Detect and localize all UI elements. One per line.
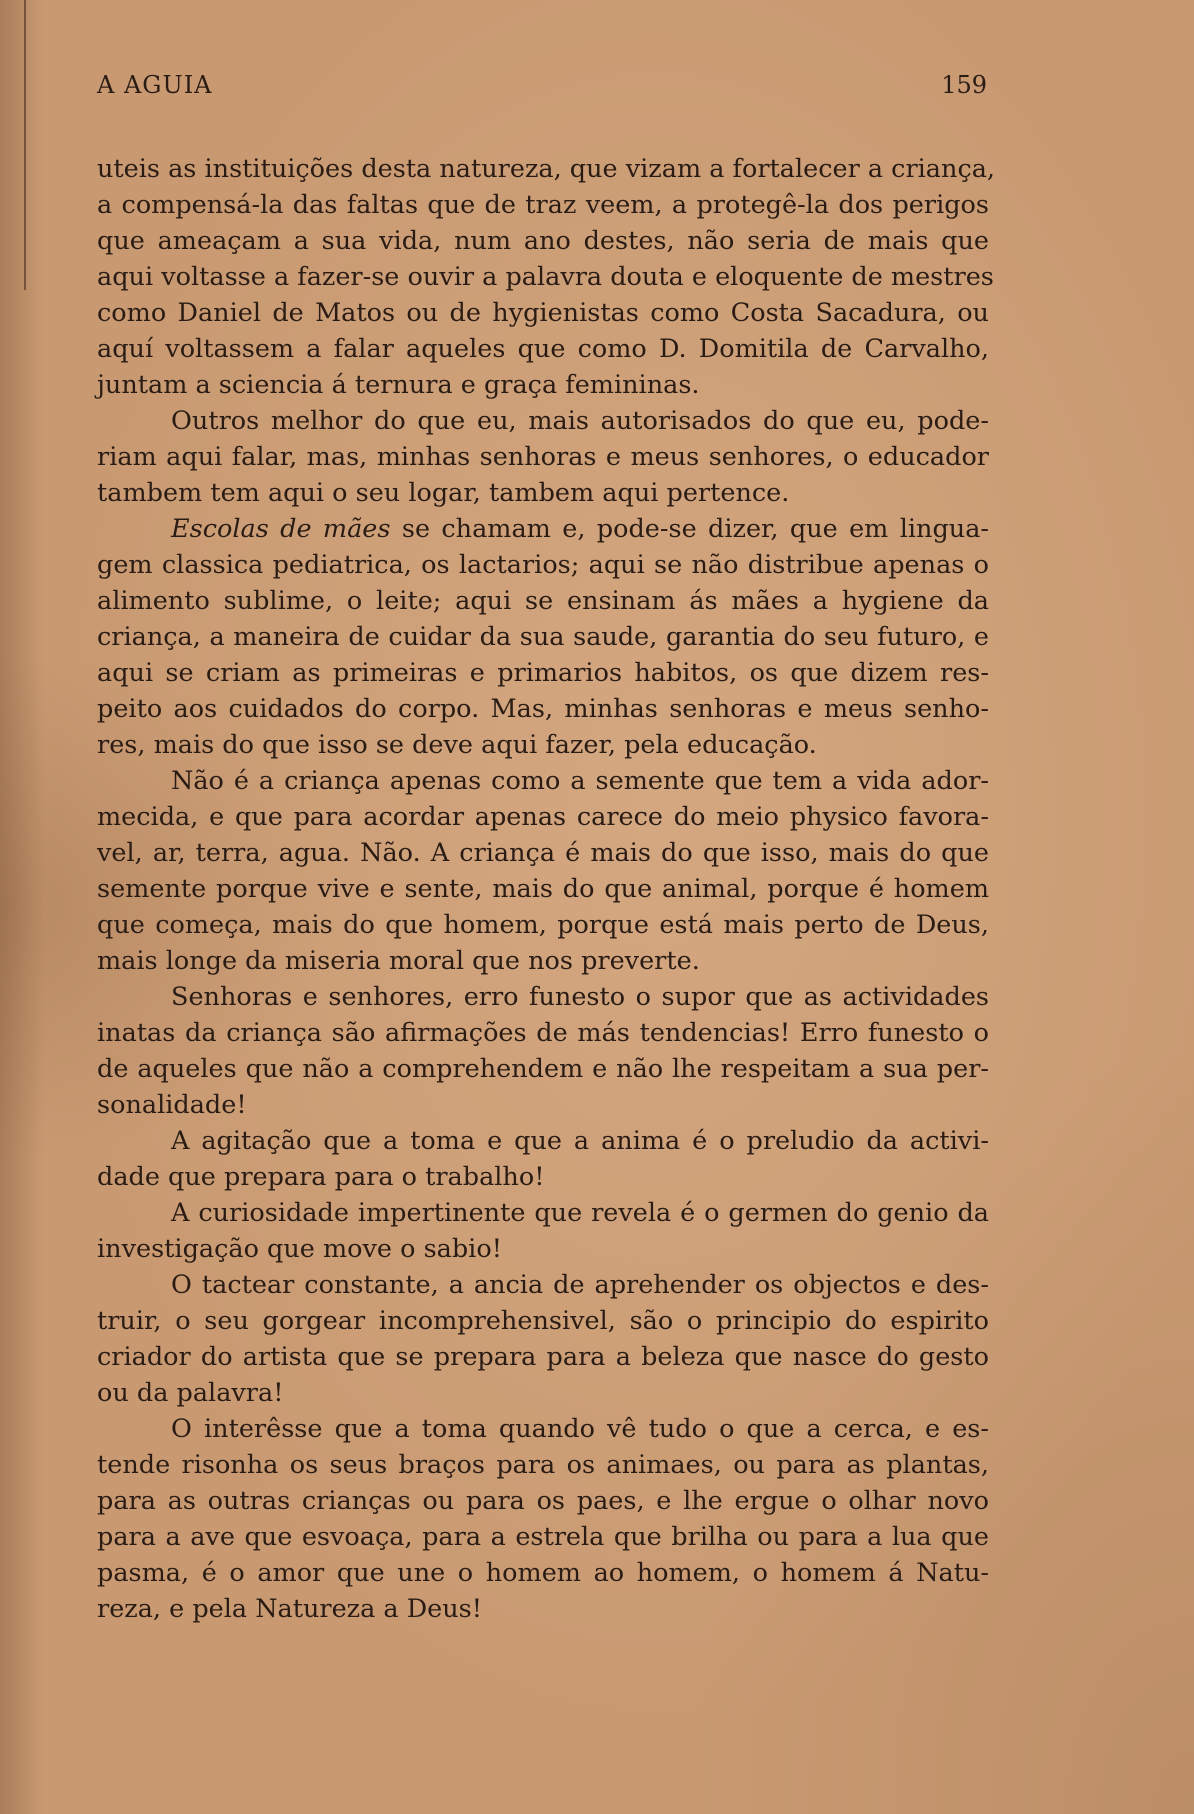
text-line: aquí voltassem a falar aqueles que como D. Domitila de Carvalho, (97, 334, 989, 364)
text-line: investigação que move o sabio! (97, 1234, 502, 1264)
text-line: O interêsse que a toma quando vê tudo o que a cerca, e es- (171, 1414, 989, 1444)
body-text (97, 151, 996, 1627)
text-line: criador do artista que se prepara para a beleza que nasce do gesto (97, 1342, 989, 1372)
text-line: res, mais do que isso se deve aqui fazer, pela educação. (97, 730, 817, 760)
text-line: que começa, mais do que homem, porque está mais perto de Deus, (97, 910, 989, 940)
text-line: dade que prepara para o trabalho! (97, 1162, 545, 1192)
text-line: como Daniel de Matos ou de hygienistas como Costa Sacadura, ou (97, 298, 989, 328)
text-line: juntam a sciencia á ternura e graça femininas. (97, 370, 700, 400)
text-line: que ameaçam a sua vida, num ano destes, não seria de mais que (97, 226, 989, 256)
text-line: uteis as instituições desta natureza, que vizam a fortalecer a criança, (97, 154, 996, 184)
text-line: Outros melhor do que eu, mais autorisados do que eu, pode- (171, 406, 989, 436)
text-line: truir, o seu gorgear incomprehensivel, são o principio do espirito (97, 1306, 989, 1336)
text-line: mecida, e que para acordar apenas carece do meio physico favora- (97, 802, 989, 832)
binding-line (24, 0, 26, 290)
text-line: O tactear constante, a ancia de aprehender os objectos e des- (171, 1270, 989, 1300)
text-line: riam aqui falar, mas, minhas senhoras e meus senhores, o educador (97, 442, 989, 472)
page-number: 159 (941, 71, 987, 99)
text-line: para as outras crianças ou para os paes, e lhe ergue o olhar novo (97, 1486, 989, 1516)
running-head (97, 70, 987, 100)
text-line: sonalidade! (97, 1090, 247, 1120)
text-line: aqui voltasse a fazer-se ouvir a palavra douta e eloquente de mestres (97, 262, 994, 292)
text-line: semente porque vive e sente, mais do que animal, porque é homem (97, 874, 989, 904)
text-line-with-emphasis (97, 511, 989, 547)
text-line: pasma, é o amor que une o homem ao homem, o homem á Natu- (97, 1558, 989, 1588)
text-line: gem classica pediatrica, os lactarios; aqui se não distribue apenas o (97, 550, 989, 580)
text-line: Senhoras e senhores, erro funesto o supor que as actividades (171, 982, 989, 1012)
binding-shadow (0, 0, 44, 1814)
text-line: de aqueles que não a comprehendem e não lhe respeitam a sua per- (97, 1054, 989, 1084)
text-line: vel, ar, terra, agua. Não. A criança é mais do que isso, mais do que (97, 838, 989, 868)
text-line: A curiosidade impertinente que revela é o germen do genio da (171, 1198, 989, 1228)
text-line: criança, a maneira de cuidar da sua saude, garantia do seu futuro, e (97, 622, 989, 652)
text-line: ou da palavra! (97, 1378, 284, 1408)
text-line: alimento sublime, o leite; aqui se ensinam ás mães a hygiene da (97, 586, 989, 616)
text-line-remainder: se chamam e, pode-se dizer, que em lingua- (401, 514, 990, 544)
text-line: tende risonha os seus braços para os animaes, ou para as plantas, (97, 1450, 989, 1480)
text-line: aqui se criam as primeiras e primarios habitos, os que dizem res- (97, 658, 989, 688)
text-line: a compensá-la das faltas que de traz veem, a protegê-la dos perigos (97, 190, 989, 220)
text-line: inatas da criança são afirmações de más tendencias! Erro funesto o (97, 1018, 989, 1048)
text-line: mais longe da miseria moral que nos preverte. (97, 946, 700, 976)
text-line: para a ave que esvoaça, para a estrela que brilha ou para a lua que (97, 1522, 989, 1552)
text-line: A agitação que a toma e que a anima é o preludio da activi- (171, 1126, 989, 1156)
emphasis-escolas-de-maes: Escolas de mães (171, 514, 391, 544)
text-line: tambem tem aqui o seu logar, tambem aqui pertence. (97, 478, 790, 508)
text-line: reza, e pela Natureza a Deus! (97, 1594, 483, 1624)
text-line: peito aos cuidados do corpo. Mas, minhas senhoras e meus senho- (97, 694, 989, 724)
running-title: A AGUIA (97, 71, 213, 99)
text-line: Não é a criança apenas como a semente que tem a vida ador- (171, 766, 989, 796)
